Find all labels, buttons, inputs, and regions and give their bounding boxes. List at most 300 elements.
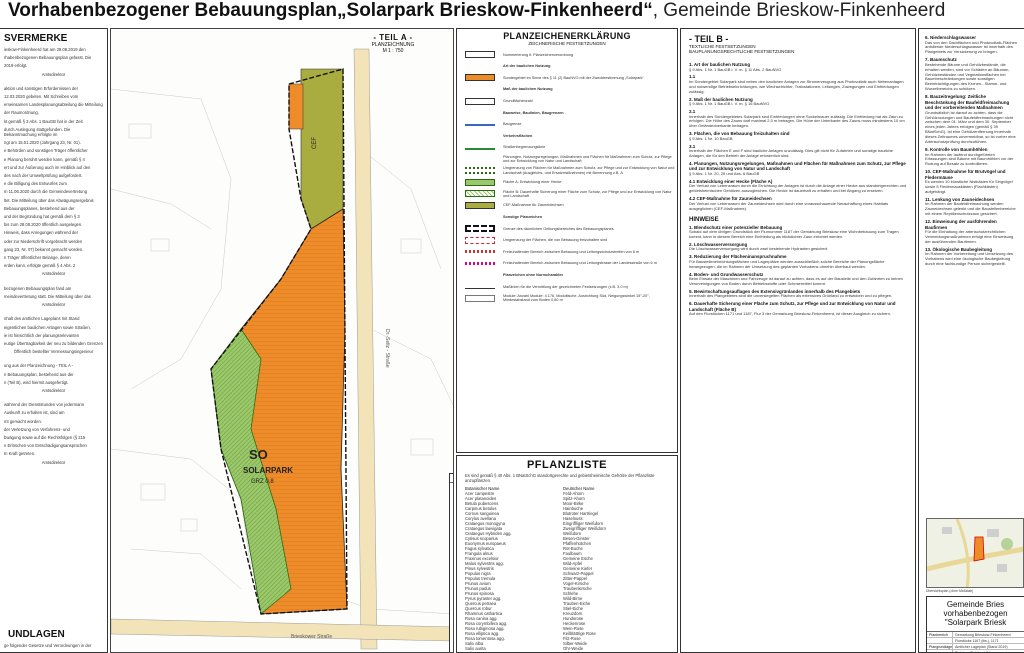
map-base-legend-row [450, 497, 454, 504]
title-block-value: Flurstücke 1167 (tlw.), 1171 [955, 639, 999, 643]
procedure-note-line: n Erlöschen von Entschädigungsansprüchen [4, 443, 87, 449]
plant-german-name: Feld-Ahorn [563, 491, 584, 496]
legend-symbol [465, 51, 495, 58]
map-base-legend-row [450, 505, 454, 512]
legend-row [457, 223, 677, 235]
map-base-legend-symbol [453, 493, 454, 494]
plant-botanical-name: Crataegus laevigata [465, 526, 503, 531]
plant-german-name: Keilblättrige Rose [563, 631, 596, 636]
zone-grz-label: GRZ 0,8 [251, 479, 274, 485]
teil-b-title: - TEIL B - [689, 34, 729, 44]
note-text: Für Baustelleneinrichtungsflächen und Lagerplätze werden ausschließlich solche Bereiche der Planungsfläche herangezogen, die im Rahmen der Umsetzung des geplanten Vorhabens ohnehin überbaut werden. [689, 258, 885, 269]
right-note-heading: 12. Einweisung der ausführenden Baufirmen [925, 219, 997, 230]
plant-list-german-column [563, 486, 653, 653]
procedure-note-line: oder zur Niederschrift vorgebracht werden [4, 238, 83, 244]
plant-german-name: Wild-Birne [563, 596, 583, 601]
note-text: Beim Einsatz der Maschinen und Fahrzeuge ist darauf zu achten, dass es auf der Baustelle und den Zufahrten zu keinen Verunreinigungen von Boden durch Betriebsstoffe oder Schmiermittel kommt. [689, 276, 903, 286]
road-label: Brieskower Straße [291, 634, 333, 640]
procedure-note-line: Amtsdirektor [41, 271, 66, 277]
legend-symbol [465, 167, 495, 174]
procedure-note-line: und der Begründung hat gemäß dem § 3 [4, 214, 80, 220]
legend-symbol [465, 225, 495, 232]
legend-row [457, 281, 677, 293]
zone-so-label: SO [249, 447, 268, 462]
legend-row [457, 258, 677, 270]
legend-symbol [465, 156, 495, 163]
legend-title: PLANZEICHENERKLÄRUNG [503, 31, 631, 41]
map-base-legend-row [450, 519, 454, 526]
procedure-note-line: Amtsdirektor [41, 71, 66, 77]
procedure-notes-heading: SVERMERKE [4, 33, 68, 44]
plant-german-name: Hundsrose [563, 616, 584, 621]
page-title-main: Vorhabenbezogener Bebauungsplan„Solarpark Brieskow-Finkenheerd“ [8, 0, 653, 21]
procedure-note-line: m 11.06.2020 durch die Gemeindevertretung [4, 189, 88, 195]
plant-botanical-name: Acer campestre [465, 491, 495, 496]
map-base-legend-symbol [453, 651, 454, 652]
legend-row [457, 165, 677, 177]
right-note-heading: 13. Ökologische Baubegleitung [925, 246, 993, 252]
road-bottom [111, 619, 454, 641]
plant-botanical-name: Euonymus europaeus [465, 541, 506, 546]
plant-german-name: Gemeine Kiefer [563, 566, 593, 571]
procedure-note-line: Bebauungsplanes, bestehend aus der [4, 205, 75, 211]
note-text: Auf den Flurstücken 1171 und 1187, Flur 3 der Gemarkung Brieskow-Finkenheerd, ist dieser Ausgleich zu sichern. [689, 311, 891, 317]
plant-botanical-name: Rosa elliptica agg. [465, 631, 500, 636]
plant-german-name: Moor-Birke [563, 501, 584, 506]
legend-row [457, 269, 677, 281]
plant-list-botanical-column [465, 486, 555, 653]
plant-german-name: Trauben-Eiche [563, 601, 591, 606]
road-vertical [354, 49, 377, 649]
legend-row [457, 235, 677, 247]
legend-symbol [465, 109, 495, 116]
map-base-legend-row [450, 591, 454, 598]
legend-row [457, 119, 677, 131]
teil-a-subtitle: PLANZEICHNUNG [371, 42, 415, 48]
notes-heading: HINWEISE [689, 216, 719, 223]
map-base-legend-symbol [453, 515, 454, 516]
legend-text: Umgrenzung von Flächen für Maßnahmen zum Schutz, zur Pflege und zur Entwicklung von Natur und Landschaft (Ausgleichs- und Ersatzmaßnahmen) mit Benennung z.B. A [503, 166, 675, 175]
plant-botanical-name: Corylus avellana [465, 516, 496, 521]
legend-symbol [465, 148, 495, 150]
map-base-legend-symbol [453, 637, 454, 638]
legend-row [457, 107, 677, 119]
teil-b-subtitle: TEXTLICHE FESTSETZUNGEN [689, 44, 756, 49]
plant-botanical-name: Pyrus pyraster agg. [465, 596, 502, 601]
legend-symbol [465, 179, 495, 186]
right-note-heading: 6. Niederschlagswasser [925, 35, 977, 40]
right-note-text: Für die Einhaltung der artenschutzrechtlichen Vermeidungsmaßnahmen erfolgt eine Einweisung der ausführenden Baufirmen. [925, 229, 1014, 244]
legend-text: Straßenbegrenzungslinie [503, 145, 546, 150]
right-note-heading: 9. Kontrolle von Baumhöhlen [925, 147, 988, 152]
teil-b-subtitle-2: BAUPLANUNGSRECHTLICHE FESTSETZUNGEN [689, 49, 795, 54]
map-base-legend-symbol [453, 572, 454, 573]
provision-text: Im Sondergebiet Solarpark sind neben den baulichen Anlagen zur Stromerzeugung aus Photovoltaik auch Nebenanlagen und notwendige Betriebseinrichtungen, wie Wechselrichter, Trafostationen, Leitungen, Zuwegungen und Einfriedungen zulässig. [689, 78, 904, 94]
plant-botanical-name: Cornus sanguinea [465, 511, 499, 516]
plant-botanical-name: Rosa rubiginosa agg. [465, 626, 505, 631]
procedure-note-line: Amtsdirektor [41, 302, 66, 308]
legend-row [457, 61, 677, 73]
map-base-legend-row [450, 533, 454, 540]
provision-heading: 4. Planungen, Nutzungsregelungen, Maßnahmen und Flächen für Maßnahmen zum Schutz, zur Pflege und zur Entwicklung von Natur und Landschaft [689, 160, 906, 172]
procedure-note-line: emeinsamen Landesplanungsabteilung die Mitteilung [4, 102, 103, 108]
procedure-note-line: während der Dienststunden von jedermann [4, 402, 85, 408]
right-note-heading: 10. CEF-Maßnahme für Brutvögel und Fledermäuse [925, 169, 1006, 180]
procedure-note-line: e die Billigung des Entwurfes zum [4, 181, 67, 187]
plant-botanical-name: Rosa canina agg. [465, 616, 498, 621]
legend-symbol [465, 132, 495, 139]
procedure-note-line: rhabenbezogenen Bebauungsplan gefasst. Die [4, 55, 92, 61]
title-block-value: Amtlicher Lageplan (Stand 2019) [955, 645, 1008, 649]
plant-german-name: Vogel-Kirsche [563, 581, 589, 586]
plant-list-title: PFLANZLISTE [526, 459, 608, 471]
legend-row [457, 49, 677, 61]
legend-text: Art der baulichen Nutzung [503, 64, 551, 69]
procedure-note-line: eutige Übertragbarkeit der neu zu bildenden Grenzen [4, 340, 103, 346]
procedure-note-line: der Verletzung von Verfahrens- und [4, 426, 70, 432]
legend-text: Fläche B: Dauerhafte Sicherung einer Fläche zum Schutz, zur Pflege und zur Entwicklung von Natur und Landschaft [503, 189, 672, 198]
map-base-legend-symbol [453, 529, 454, 530]
map-base-legend-row [450, 641, 454, 648]
map-base-legend-row [450, 634, 454, 641]
procedure-note-line: In Kraft getreten. [4, 451, 36, 457]
legal-basis-heading: UNDLAGEN [8, 629, 65, 640]
legend-symbol [465, 214, 495, 221]
legend-symbol [465, 295, 495, 302]
map-base-legend-row [450, 541, 454, 548]
plant-german-name: Blutroter Hartriegel [563, 511, 599, 516]
procedure-note-line: aktion und sonstigen Erfordernissen der [4, 85, 79, 91]
procedure-note-line: kt gemäß § 3 Abs. 1 BauGB hat in der Zeit [4, 118, 83, 124]
note-text: Sobald auf dem übrigen Grundstück der Flurnummer 1187 der Gemarkung Brieskow eine Wohnbebauung zum Tragen kommt, kann in diesem Bereich eine Einfriedung als blickdichter Zaun errichtet werden. [689, 229, 899, 239]
plant-botanical-name: Prunus avium [465, 581, 491, 586]
provision-text: § 9 Abs. 1 Nr. 20, 25 und Abs. 6 BauGB [689, 170, 760, 176]
map-base-legend-symbol [453, 558, 454, 559]
plan-map[interactable] [111, 29, 454, 653]
legend-text: Umgrenzung der Flächen, die von Bebauung freizuhalten sind [503, 238, 608, 243]
legal-basis-text: ge folgender Gesetze und Verordnungen in der [4, 643, 92, 648]
legend-row [457, 95, 677, 107]
right-note-text: Grundsätzlich ist darauf zu achten, dass die Gehölzrodungen und Baufeldfreimachungen nicht zwischen dem 01. März und dem 30. September eines jeden Jahres erfolgen (gemäß § 39 BNatSchG). Ist eine Gehölzentfernung innerhalb dieses Zeitraumes unvermeidbar, so ist vorher eine Artenschutzprüfung durchzuführen. [925, 109, 1016, 145]
zone-cef-label: CEF [312, 137, 318, 149]
plant-botanical-name: Acer platanoides [465, 496, 497, 501]
note-heading: 1. Blendschutz einer potenzieller Bebauung [689, 224, 783, 230]
procedure-note-line: eigentlichen baulichen Anlagen sowie Straßen, [4, 324, 91, 330]
plant-german-name: Hainbuche [563, 506, 584, 511]
plant-botanical-name: Crataegus Hybriden agg. [465, 531, 512, 536]
note-text: Die Löschwasserversorgung wird durch zwei bestehende Hydranten gesichert. [689, 246, 829, 252]
title-block-plan-name: "Solarpark Briesk [944, 618, 1007, 627]
legend-symbol [465, 124, 495, 126]
right-note-heading: 11. Lenkung von Zauneidechsen [925, 196, 995, 202]
map-base-legend-row [450, 605, 454, 612]
legend-text: Freizuhaltender Bereich zwischen Bebauung und Leitungsschutzstreifen von 6 m [503, 249, 640, 254]
procedure-note-line: des nach der Umweltprüfung aufgefordert. [4, 173, 83, 179]
title-block-key [927, 638, 953, 643]
procedure-note-line: Auskunft zu erhalten ist, sind am [4, 410, 65, 416]
legend-symbol [465, 272, 495, 279]
procedure-note-line: erden kann, erfolgte gemäß § 4 Abs. 2 [4, 263, 76, 269]
plant-botanical-name: Crataegus monogyna [465, 521, 506, 526]
procedure-note-line: mt gemacht worden. [4, 418, 42, 424]
plant-botanical-name: Rosa corymbifera agg. [465, 621, 508, 626]
plant-german-name: Ohr-Weide [563, 646, 584, 651]
plant-german-name: Pfaffenhütchen [563, 541, 592, 546]
legend-row [457, 246, 677, 258]
procedure-note-line: n Bebauungsplan, bestehend aus der [4, 371, 74, 377]
map-base-legend-symbol [453, 580, 454, 581]
procedure-notes-column [0, 28, 108, 653]
title-block-key: Plangrundlage [929, 645, 953, 649]
plant-german-name: Wild-Apfel [563, 561, 583, 566]
map-base-legend-symbol [453, 623, 454, 624]
legend-text: Module: Anzahl Module: 4.176, Modultische, Ausrichtung Süd, Neigungswinkel 15°-20°, Mindestabstand zum Boden 0,80 m [503, 293, 650, 303]
procedure-note-line: meindevertretung statt. Die Mitteilung über das [4, 293, 91, 299]
map-base-legend-row [450, 569, 454, 576]
plant-german-name: Kreuzdorn [563, 611, 583, 616]
right-note-text: Es werden 10 künstliche Nistkästen für Singvögel sowie 5 Fledermauskästen (Flachkästen) aufgehängt. [925, 179, 1013, 195]
legend-symbol [465, 86, 495, 93]
procedure-note-line: bezogenen Bebauungsplan fand am [4, 285, 72, 291]
map-base-legend-symbol [453, 544, 454, 545]
title-block-plan-type: vorhabenbezogen [943, 609, 1008, 618]
right-note-text: Im Rahmen der Baufeldfreimachung werden Zauneidechsen gelenkt und die Baustellenbereiche mit einem Reptilienschutzzaun gesichert. [925, 201, 1016, 217]
note-text: Innerhalb des Plangebietes sind die unversiegelten Flächen als extensives Grünland zu entwickeln und zu pflegen. [689, 293, 893, 299]
provision-heading: 1. Art der baulichen Nutzung [689, 62, 751, 67]
map-base-legend-symbol [453, 615, 454, 616]
legend-symbol [465, 250, 495, 253]
procedure-note-line: Amtsdirektor [41, 387, 66, 393]
plant-list [456, 455, 678, 653]
procedure-note-line: bis zum 28.08.2020 öffentlich ausgelegen. [4, 222, 83, 228]
plant-botanical-name: Rhamnus cathartica [465, 611, 503, 616]
procedure-note-line: Öffentlich bestellter Vermessungsingenieur [13, 349, 94, 355]
map-base-legend-symbol [453, 594, 454, 595]
map-base-legend-row [450, 584, 454, 591]
provision-text: § 9 Abs. 1 Nr. 10 BauGB [689, 135, 733, 141]
note-heading: 6. Dauerhafte Sicherung einer Fläche zum Schutz, zur Pflege und zur Entwicklung von Natur und Landschaft (Fläche B) [689, 301, 896, 312]
plant-list-intro: Es sind gemäß § 40 Abs. 1 BNatSchG standortgerechte und gebietsheimische Gehölze der Pflanzliste anzupflanzen. [465, 473, 655, 483]
map-base-legend-symbol [453, 500, 454, 501]
map-base-legend-title [450, 474, 454, 483]
plant-botanical-name: Salix aurita [465, 646, 486, 651]
overview-plan-caption: Übersichtsplan (ohne Maßstab) [926, 589, 974, 593]
legend-text: Fläche A: Entwicklung einer Hecke [503, 180, 562, 185]
legend-row [457, 130, 677, 142]
legend-text: Bauweise, Baulinien, Baugrenzen [503, 110, 564, 115]
map-base-legend-symbol [453, 486, 454, 487]
map-base-legend-row [450, 612, 454, 619]
map-base-legend-symbol [453, 630, 454, 631]
right-note-heading: 7. Baumschutz [925, 57, 957, 63]
plant-german-name: Heckenrose [563, 621, 586, 626]
procedure-note-line: e Planung berührt werden kann, gemäß § 4 [4, 156, 85, 162]
legend-text: Maßlinien für die Vermittlung der gezeichneten Festsetzungen (z.B. 3,0 m) [503, 284, 628, 289]
legend-row [457, 142, 677, 154]
map-base-legend-row [450, 483, 454, 490]
note-heading: 3. Reduzierung der Flächeninanspruchnahme [689, 254, 787, 260]
zone-name-label: SOLARPARK [243, 466, 294, 475]
legend-symbol [465, 74, 495, 81]
plan-drawing[interactable] [110, 28, 454, 653]
legend-text: Freizuhaltender Bereich zwischen Bebauung und Leitungstrasse der Landesstraße von 6 m [503, 261, 657, 266]
plant-botanical-name: Populus nigra [465, 571, 491, 576]
provision-text: Der Verlust von Lebensraum der Zauneidechsen wird durch eine vorausschauende Neuschaffung eines Habitats ausgeglichen (CEF-Maßnahme). [689, 200, 889, 211]
plant-german-name: Schwarz-Pappel [563, 571, 594, 576]
legend-symbol [465, 288, 495, 289]
map-base-legend-row [450, 627, 454, 634]
title-block [926, 596, 1024, 653]
provision-text: § 9 Abs. 1 Nr. 1 BauGB i. V. m. § 11 Abs. 2 BauNVO [689, 66, 782, 72]
procedure-note-line: ltet. Die Mitteilung über das Abwägungsergebnis [4, 197, 94, 203]
plant-german-name: Besen-Ginster [563, 536, 590, 541]
overview-plan[interactable] [926, 518, 1024, 588]
text-provisions-column [680, 28, 916, 653]
procedure-note-line: ieskow-Finkenheerd hat am 29.08.2019 den [4, 47, 86, 52]
legend-symbol [465, 262, 495, 265]
plant-german-name: Eingriffliger Weißdorn [563, 521, 604, 526]
procedure-note-line: e Behörden und sonstigen Träger öffentlicher [4, 148, 88, 154]
right-note-text: Im Rahmen der laufend durchgeführten Erfassungen sind Bäume mit Baumhöhlen vor der Rodung auf Besatz zu kontrollieren. [925, 151, 1014, 167]
map-base-legend-row [450, 598, 454, 605]
map-base-legend-symbol [453, 565, 454, 566]
procedure-note-line: bwägung sowie auf die Rechtsfolgen (§ 215 [4, 434, 86, 440]
provision-text: Der Verlust von Lebensraum durch die Errichtung der Anlagen ist durch die Anlage einer Hecke aus standortgerechten und gebietsheimischen Gehölzen auszugleichen. Die Hecke ist dauerhaft zu erhalten und bei Abgang zu ersetzen. [689, 183, 907, 194]
page-title [0, 0, 1024, 24]
legend-text: Nummerierung lt. Planzeichenverordnung [503, 52, 574, 57]
plant-botanical-name: Carpinus betulus [465, 506, 497, 511]
legend-subtitle: ZEICHNERISCHE FESTSETZUNGEN [528, 41, 606, 46]
notes-right-body [919, 29, 1024, 271]
plant-german-name: Schlehe [563, 591, 579, 596]
procedure-note-line: ert und zur Äußerung auch im Hinblick auf den [4, 164, 91, 170]
provision-heading: 1.1 [689, 74, 696, 80]
plan-symbol-legend [456, 28, 678, 453]
procedure-note-line: ie ist hinsichtlich der planungsrelevanten [4, 332, 80, 338]
map-base-legend-symbol [453, 522, 454, 523]
map-base-legend-row [450, 620, 454, 627]
plant-german-name: Wein-Rose [563, 626, 584, 631]
map-base-legend-row [450, 526, 454, 533]
map-base-legend-symbol [453, 508, 454, 509]
map-base-legend-row [450, 512, 454, 519]
legend-text: Sondergebiet im Sinne des § 11 (2) BauNVO mit der Zweckbestimmung „Solarpark“ [503, 75, 644, 80]
map-base-legend-row [450, 648, 454, 653]
title-block-value: Dipl.-Ing. Reinhard W. [955, 651, 991, 653]
street-vertical-label: Dr.-Seltz - Straße [384, 329, 390, 368]
map-base-legend-symbol [453, 536, 454, 537]
provision-text: Innerhalb des Sondergebietes Solarpark sind Einfriedungen ohne Sockelmauer zulässig. Die Einfriedung hat als Zaun zu erfolgen. Die Höhe des Zauns darf maximal 2,0 m betragen. Die Höhe der Unterkante des Zauns muss mindestens 10 cm über Geländeoberkante betragen. [689, 113, 905, 129]
legend-text: CEF-Maßnahme für Zauneidechsen [503, 203, 564, 208]
right-note-text: Bestehende Bäume und Gehölzbestände, die erhalten werden, sind vor Schäden an Bäumen, Gehölzbeständen und Vegetationsflächen bei Baumbeschränkungen sowie sonstigen Beeinträchtigungen des Kronen-, Stamm- und Wurzelbereichs zu schützen. [925, 61, 1010, 92]
so-block-top [289, 84, 303, 129]
map-base-legend-row [450, 576, 454, 583]
right-note-text: Das von den Dachflächen und Photovoltaik-Flächen anfallende Niederschlagswasser ist innerhalb des Plangebiets zur Versickerung zu bringen. [925, 39, 1018, 55]
teil-a-scale: M 1 : 750 [382, 48, 404, 54]
plant-german-name: Spitz-Ahorn [563, 496, 585, 501]
plant-botanical-name: Fraxinus excelsior [465, 556, 499, 561]
plant-list-german-header: Deutscher Name [563, 486, 595, 491]
legend-row [457, 84, 677, 96]
cef-zone [301, 69, 343, 229]
plant-botanical-name: Betula pubescens [465, 501, 499, 506]
plant-german-name: Zitter-Pappel [563, 576, 587, 581]
procedure-note-line: Amtsdirektor [41, 459, 66, 465]
plant-botanical-name: Quercus robur [465, 606, 492, 611]
plant-german-name: Haselnuss [563, 516, 583, 521]
provision-text: § 9 Abs. 1 Nr. 1 BauGB i. V. m. § 16 BauNVO [689, 101, 770, 107]
legend-row [457, 211, 677, 223]
procedure-note-line: ngt am 15.01.2020 (Jahrgang 23, Nr. 01). [4, 140, 81, 146]
procedure-note-line: n Träger öffentlicher Belange, deren [4, 255, 71, 261]
procedure-note-line: 12.03.2020 gebeten. Mit Schreiben vom [4, 94, 79, 100]
legend-symbol [465, 63, 495, 70]
legend-text: Planungen, Nutzungsregelungen, Maßnahmen und Flächen für Maßnahmen zum Schutz, zur Pflege und zur Entwicklung von Natur und Landschaft [503, 154, 672, 164]
note-heading: 4. Boden- und Grundwasserschutz [689, 271, 764, 277]
procedure-note-line: der Raumordnung. [4, 110, 39, 116]
map-base-legend-symbol [453, 587, 454, 588]
map-base-legend-row [450, 548, 454, 555]
title-block-municipality: Gemeinde Bries [946, 600, 1005, 609]
map-base-legend-symbol [453, 644, 454, 645]
plant-botanical-name: Populus tremula [465, 576, 496, 581]
plant-german-name: Zweigriffliger Weißdorn [563, 526, 606, 531]
plant-botanical-name: Prunus padus [465, 586, 491, 591]
legend-text: Planzeichen ohne Normcharakter [503, 272, 564, 277]
legend-row [457, 188, 677, 200]
page-title-municipality: , Gemeinde Brieskow-Finkenheerd [652, 0, 946, 21]
teil-a-title-block [343, 33, 443, 54]
provision-text: Innerhalb der Flächen E und F sind bauliche Anlagen unzulässig. Dies gilt nicht für Zufahrten und sonstige bauliche Anlagen, die für den Betrieb der Anlage erforderlich sind. [689, 148, 893, 159]
procedure-note-line: nhalt des amtlichen Lageplans mit Stand [4, 316, 80, 322]
teil-a-title: - TEIL A - [373, 33, 413, 42]
legend-symbol [465, 98, 495, 105]
provision-heading: 3.1 [689, 143, 696, 149]
plant-german-name: Traubenkirsche [563, 586, 592, 591]
map-base-legend-row [450, 490, 454, 497]
legend-text: Sonstige Planzeichen [503, 214, 543, 219]
legend-row [457, 177, 677, 189]
provision-heading: 2.1 [689, 109, 696, 115]
note-heading: 5. Bewirtschaftungsauflagen des Extensivgrünlandes innerhalb des Plangebiets [689, 288, 861, 294]
map-base-legend [449, 473, 454, 653]
legend-text: Baugrenze [503, 122, 522, 127]
plant-botanical-name: Quercus petraea [465, 601, 497, 606]
procedure-note-line: 2019 erfolgt. [4, 63, 28, 69]
plant-botanical-name: Malus sylvestris agg. [465, 561, 504, 566]
plant-german-name: Rot-Buche [563, 546, 583, 551]
plant-german-name: Faulbaum [563, 551, 582, 556]
title-block-key: Planbereich [927, 632, 953, 637]
plant-botanical-name: Frangula alnus [465, 551, 493, 556]
map-base-legend-row [450, 555, 454, 562]
plant-german-name: Gemeine Esche [563, 556, 593, 561]
procedure-note-line: Hinweis, dass Anregungen während der [4, 230, 79, 236]
legend-row [457, 72, 677, 84]
legend-text: Grundflächenzahl [503, 99, 533, 104]
plant-botanical-name: Salix alba [465, 641, 484, 646]
title-block-value: Gemarkung Brieskow-Finkenheerd [955, 633, 1011, 637]
right-note-text: Im Rahmen der Vorbereitung und Umsetzung des Vorhabens wird eine ökologische Baubegleitung durch eine fachkundige Person sichergestellt. [925, 251, 1014, 267]
plant-list-botanical-header: Botanischer Name [465, 486, 500, 491]
plant-german-name: Silber-Weide [563, 641, 587, 646]
map-base-legend-row [450, 562, 454, 569]
procedure-note-line: gang 23, Nr. 07) bekannt gemacht worden. [4, 246, 84, 252]
legend-row [457, 292, 677, 304]
legend-text: Verkehrsflächen [503, 133, 533, 138]
map-base-legend-symbol [453, 551, 454, 552]
provision-heading: 4.1 Entwicklung einer Hecke (Fläche A) [689, 178, 773, 184]
